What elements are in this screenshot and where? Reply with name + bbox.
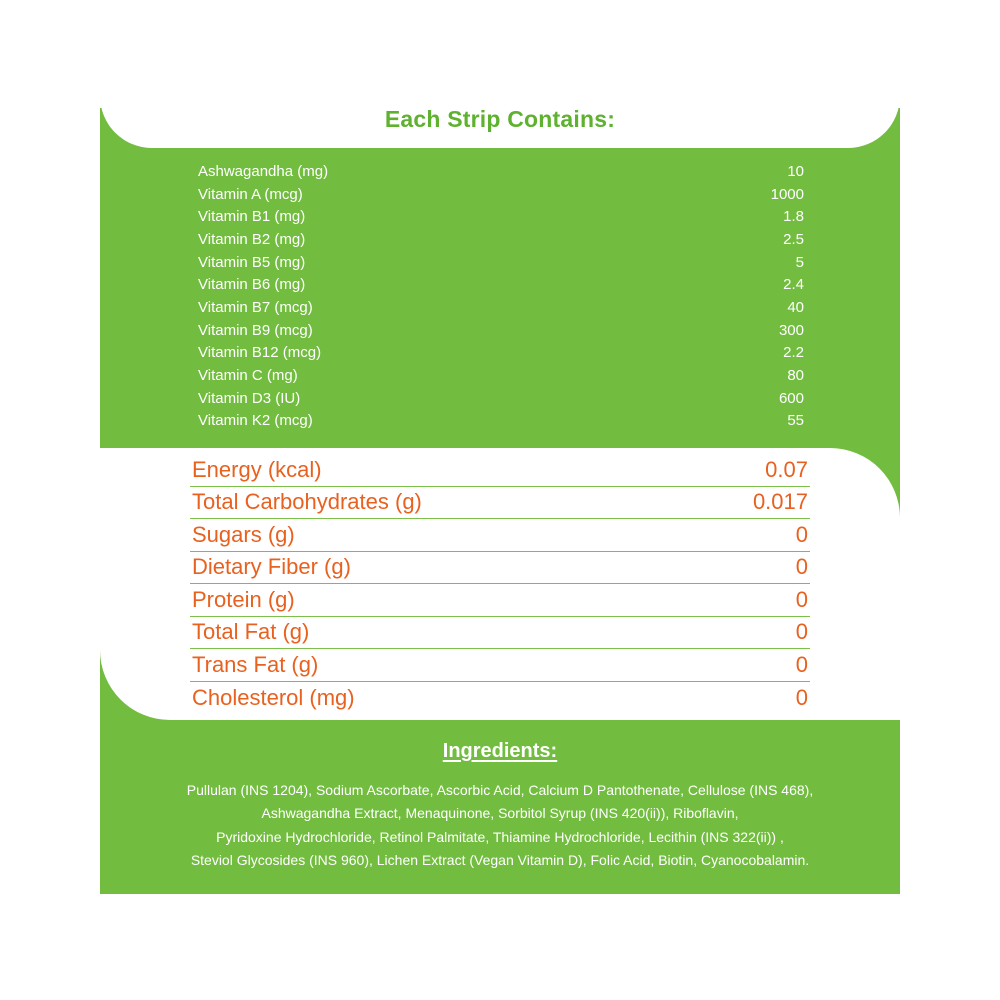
vitamin-label: Vitamin D3 (IU) (198, 389, 301, 407)
vitamin-row (198, 319, 804, 342)
nutrition-row (190, 454, 810, 487)
nutrition-value: 0.017 (752, 489, 808, 515)
vitamin-row (198, 183, 804, 206)
vitamin-row (198, 251, 804, 274)
ingredients-heading (100, 740, 900, 763)
ingredients-line: Pyridoxine Hydrochloride, Retinol Palmitate, Thiamine Hydrochloride, Lecithin (INS 322(ii)) , (216, 828, 784, 845)
vitamin-row (198, 410, 804, 433)
nutrition-label: Total Fat (g) (192, 619, 310, 645)
vitamin-value: 40 (787, 298, 804, 316)
page-title: Each Strip Contains: (384, 106, 616, 132)
vitamin-value: 10 (787, 162, 804, 180)
vitamin-value: 600 (778, 389, 804, 407)
vitamin-label: Vitamin B2 (mg) (198, 230, 306, 248)
vitamin-label: Vitamin B7 (mcg) (198, 298, 313, 316)
vitamin-label: Vitamin B9 (mcg) (198, 321, 313, 339)
vitamin-value: 2.5 (783, 230, 804, 248)
vitamin-row (198, 296, 804, 319)
vitamin-row (198, 364, 804, 387)
vitamin-row (198, 387, 804, 410)
vitamin-row (198, 342, 804, 365)
vitamin-row (198, 160, 804, 183)
nutrition-table (190, 454, 810, 714)
nutrition-row (190, 552, 810, 585)
nutrition-label: Total Carbohydrates (g) (192, 489, 422, 515)
vitamin-row (198, 228, 804, 251)
ingredients-text (110, 779, 890, 872)
nutrition-label: Trans Fat (g) (192, 651, 319, 677)
nutrition-row (190, 682, 810, 715)
ingredients-line: Ashwagandha Extract, Menaquinone, Sorbitol Syrup (INS 420(ii)), Riboflavin, (261, 805, 739, 822)
nutrition-row (190, 487, 810, 520)
vitamin-label: Vitamin B6 (mg) (198, 276, 306, 294)
nutrition-row (190, 584, 810, 617)
nutrition-label: Energy (kcal) (192, 456, 322, 482)
vitamin-value: 1.8 (783, 208, 804, 226)
vitamin-row (198, 273, 804, 296)
nutrition-row (190, 617, 810, 650)
nutrition-label: Dietary Fiber (g) (192, 554, 351, 580)
vitamin-label: Vitamin K2 (mcg) (198, 412, 313, 430)
nutrition-row (190, 519, 810, 552)
vitamin-label: Ashwagandha (mg) (198, 162, 329, 180)
vitamin-list (198, 160, 804, 432)
vitamin-label: Vitamin B5 (mg) (198, 253, 306, 271)
nutrition-value: 0.07 (765, 456, 808, 482)
nutrition-value: 0 (795, 586, 808, 612)
ingredients-line: Pullulan (INS 1204), Sodium Ascorbate, Ascorbic Acid, Calcium D Pantothenate, Cellulose (INS 468), (186, 782, 814, 798)
ingredients-line: Steviol Glycosides (INS 960), Lichen Extract (Vegan Vitamin D), Folic Acid, Biotin, Cyanocobalamin. (190, 851, 810, 868)
vitamin-label: Vitamin B12 (mcg) (198, 344, 322, 362)
nutrition-value: 0 (795, 521, 808, 547)
nutrition-label: Sugars (g) (192, 521, 295, 547)
vitamin-row (198, 205, 804, 228)
nutrition-value: 0 (795, 554, 808, 580)
vitamin-label: Vitamin C (mg) (198, 367, 298, 385)
ingredients-heading-text: Ingredients: (442, 740, 558, 762)
vitamin-value: 2.4 (783, 276, 804, 294)
vitamin-value: 55 (787, 412, 804, 430)
nutrition-row (190, 649, 810, 682)
vitamin-label: Vitamin B1 (mg) (198, 208, 306, 226)
vitamin-value: 2.2 (783, 344, 804, 362)
nutrition-value: 0 (795, 651, 808, 677)
vitamin-value: 1000 (770, 185, 804, 203)
vitamin-value: 80 (787, 367, 804, 385)
nutrition-value: 0 (795, 619, 808, 645)
nutrition-label: Cholesterol (mg) (192, 684, 355, 710)
vitamin-value: 300 (778, 321, 804, 339)
vitamin-value: 5 (795, 253, 804, 271)
vitamin-label: Vitamin A (mcg) (198, 185, 303, 203)
nutrition-label: Protein (g) (192, 586, 295, 612)
nutrition-value: 0 (795, 684, 808, 710)
